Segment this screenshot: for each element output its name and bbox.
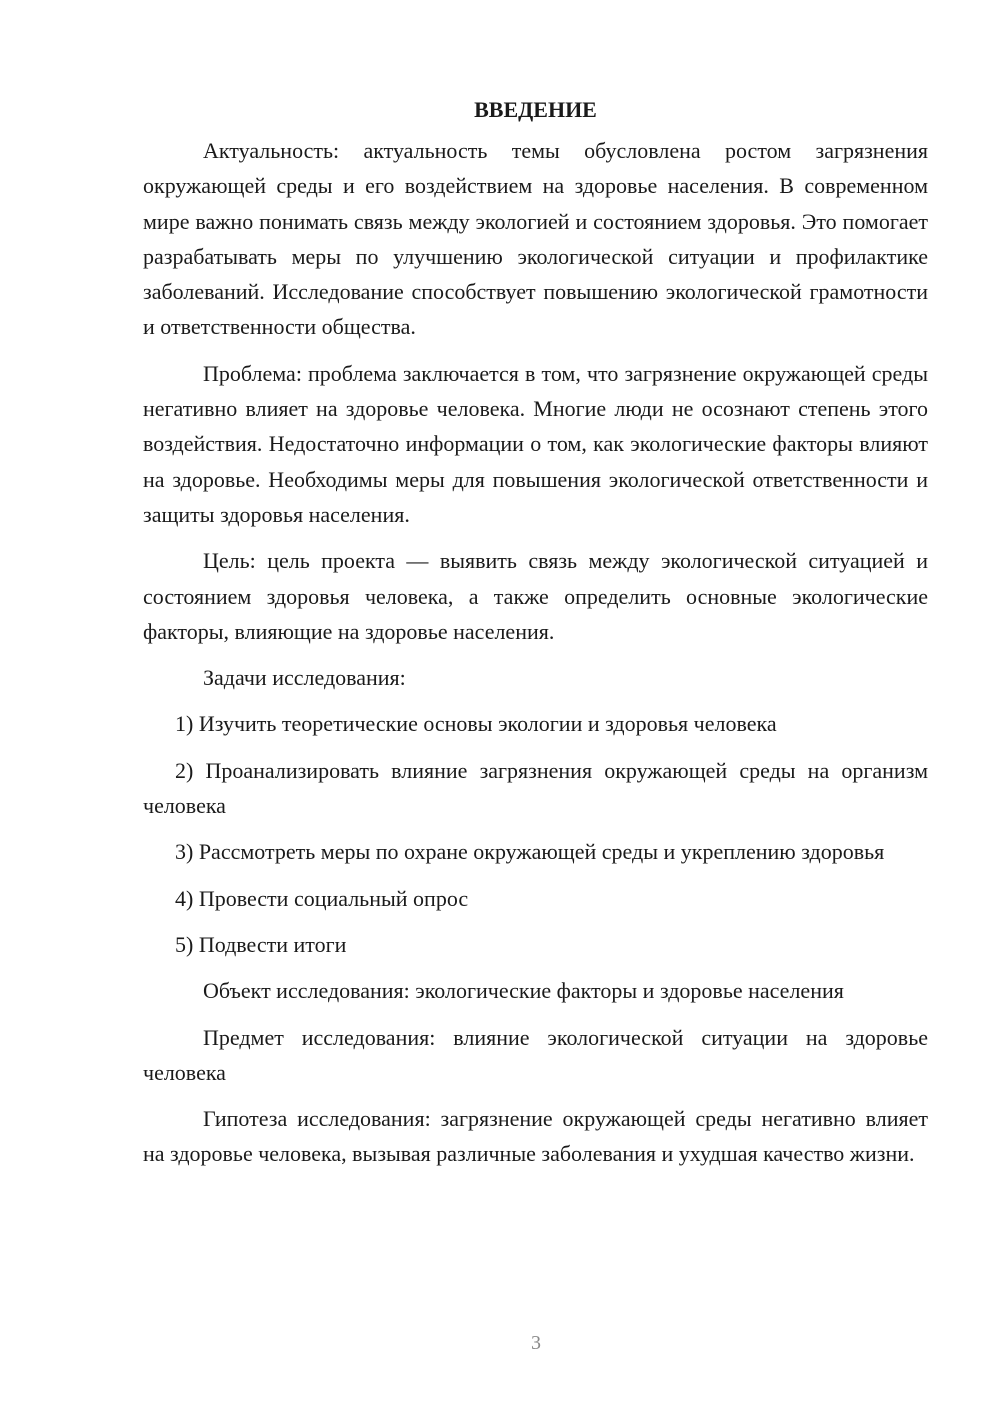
problem-paragraph: Проблема: проблема заключается в том, что загрязнение окружающей среды негативно влияет на здоровье человека. Многие люди не осознают степень этого воздействия. Недостаточно информации о том, как экологические факторы влияют на здоровье. Необходимы меры для повышения экологической ответственности и защиты здоровья населения. [143, 360, 928, 527]
page-title: ВВЕДЕНИЕ [474, 97, 597, 122]
page-number: 3 [531, 1332, 541, 1354]
list-item: 1) Изучить теоретические основы экологии и здоровья человека [175, 711, 777, 737]
list-item: 4) Провести социальный опрос [175, 885, 469, 911]
document-page [143, 92, 928, 1183]
tasks-list [143, 706, 928, 962]
relevance-paragraph: Актуальность: актуальность темы обусловлена ростом загрязнения окружающей среды и его воздействием на здоровье населения. В современном мире важно понимать связь между экологией и состоянием здоровья. Это помогает разрабатывать меры по улучшению экологической ситуации и профилактике заболеваний. Исследование способствует повышению экологической грамотности и ответственности общества. [143, 138, 928, 340]
list-item: 3) Рассмотреть меры по охране окружающей среды и укреплению здоровья [175, 839, 885, 865]
goal-paragraph: Цель: цель проекта — выявить связь между экологической ситуацией и состоянием здоровья человека, а также определить основные экологические факторы, влияющие на здоровье населения. [143, 548, 928, 644]
list-item: 2) Проанализировать влияние загрязнения окружающей среды на организм человека [143, 757, 928, 819]
subject-paragraph: Предмет исследования: влияние экологической ситуации на здоровье человека [143, 1024, 928, 1085]
hypothesis-paragraph: Гипотеза исследования: загрязнение окружающей среды негативно влияет на здоровье человека, вызывая различные заболевания и ухудшая качество жизни. [143, 1106, 928, 1167]
object-paragraph: Объект исследования: экологические факторы и здоровье населения [203, 978, 844, 1004]
tasks-heading: Задачи исследования: [203, 665, 406, 691]
list-item: 5) Подвести итоги [175, 931, 347, 957]
